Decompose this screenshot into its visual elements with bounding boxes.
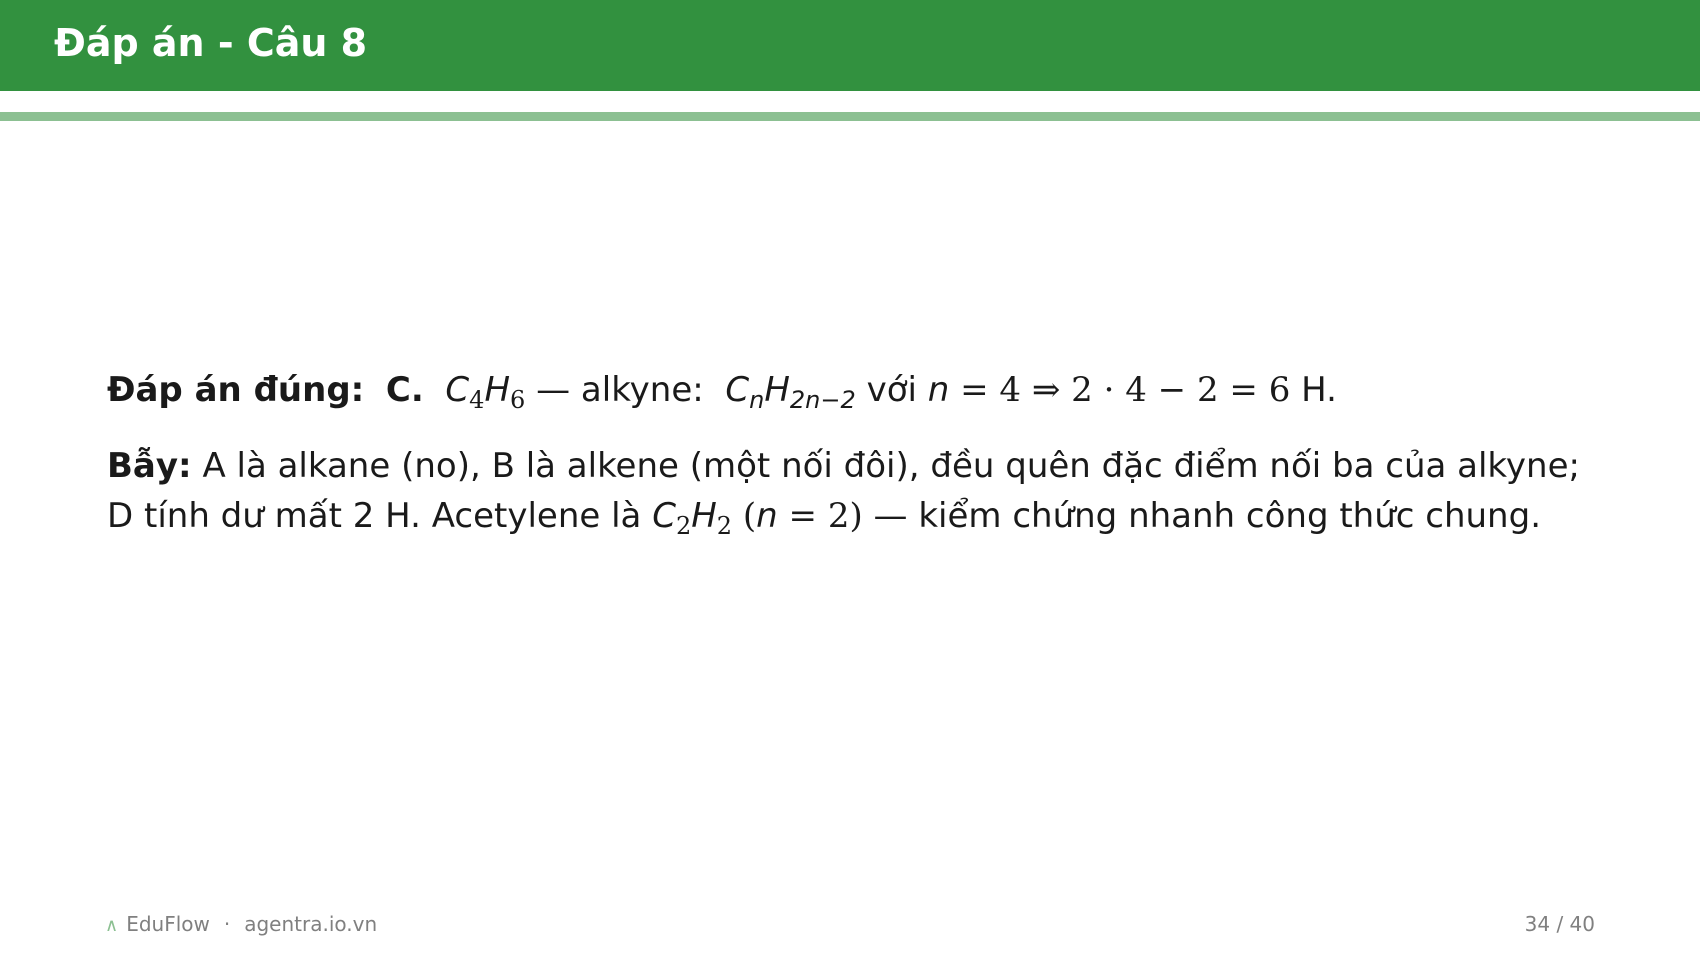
accent-divider (0, 112, 1700, 121)
answer-label: Đáp án đúng: (107, 370, 365, 410)
h-suffix: H. (1301, 370, 1337, 410)
trap-paragraph (107, 441, 1607, 551)
trap-line-1: A là alkane (no), B là alkene (một nối đôi), đều quên đặc điểm nối ba của alkyne; (202, 446, 1580, 486)
n-variable: n (927, 370, 950, 410)
slide-title: Đáp án - Câu 8 (54, 21, 368, 65)
trap-line-2-end: — kiểm chứng nhanh công thức chung. (873, 496, 1541, 536)
answer-line (107, 365, 1607, 425)
slide-content (107, 365, 1607, 551)
slide-footer (105, 912, 1595, 938)
title-bar (0, 0, 1700, 91)
answer-choice: C. (385, 370, 424, 410)
general-formula: $C_nH_{2n-2}$ (725, 370, 856, 414)
trap-line-2-start: D tính dư mất 2 H. Acetylene là (107, 496, 642, 536)
with-text: với (866, 370, 917, 410)
footer-separator: · (223, 912, 231, 936)
acetylene-formula: $C_2H_2$ (652, 496, 733, 540)
chevron-up-icon: ∧ (105, 915, 119, 936)
brand-name: EduFlow (126, 912, 210, 936)
math-expression: = 4 ⇒ 2 · 4 − 2 = 6 (960, 370, 1291, 410)
footer-brand (105, 912, 377, 936)
alkyne-text: alkyne: (580, 370, 704, 410)
trap-label: Bẫy: (107, 446, 192, 486)
formula-c4h6: $C_4H_6$ (445, 370, 526, 414)
em-dash: — (536, 370, 571, 410)
page-number: 34 / 40 (1524, 912, 1595, 936)
paren-expression: (n = 2) (742, 496, 863, 536)
website-link[interactable]: agentra.io.vn (244, 912, 378, 936)
